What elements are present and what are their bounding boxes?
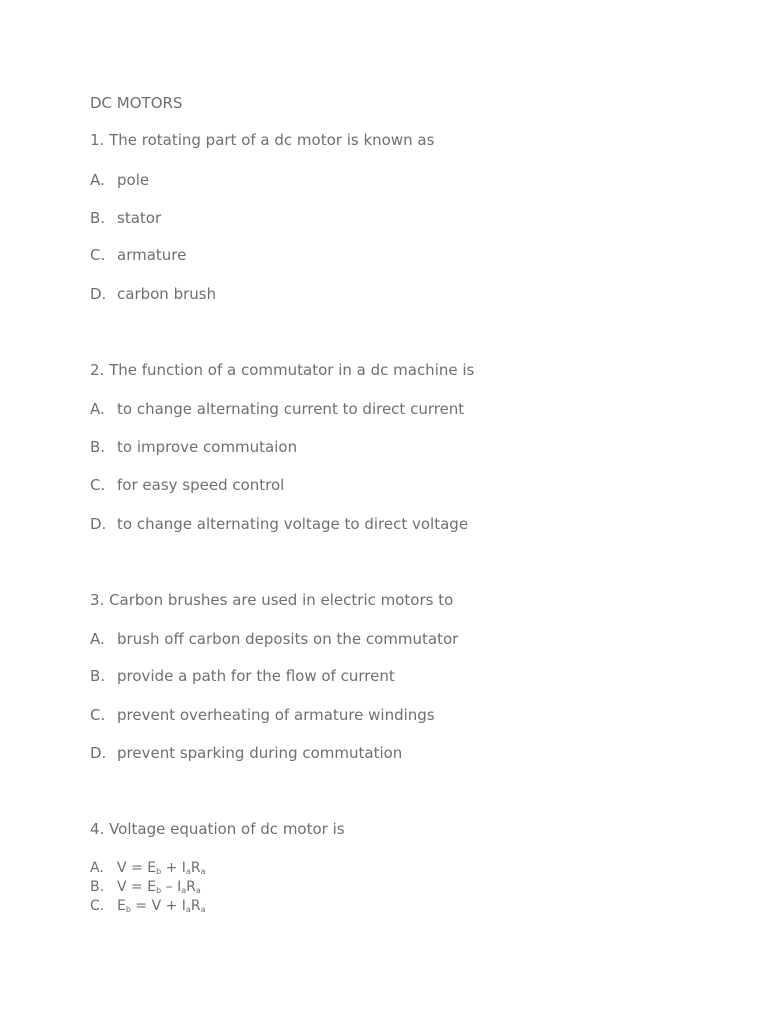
option-letter: B. — [90, 879, 105, 895]
option-text: stator — [117, 209, 162, 227]
option-text: to change alternating current to direct current — [117, 400, 465, 418]
question-3-option-d — [90, 744, 402, 762]
option-letter: A. — [90, 630, 105, 648]
question-2-stem: 2. The function of a commutator in a dc machine is — [90, 361, 475, 379]
voltage-equation: $V = E_b + I_aR_a$ — [117, 860, 206, 876]
question-3-option-a — [90, 630, 458, 648]
voltage-equation: $V = E_b - I_aR_a$ — [117, 879, 201, 895]
option-text: pole — [117, 171, 150, 189]
option-letter: B. — [90, 438, 106, 456]
question-2-option-b — [90, 438, 297, 456]
question-1-option-d — [90, 285, 216, 303]
option-text: brush off carbon deposits on the commutator — [117, 630, 459, 648]
question-1-option-b — [90, 209, 161, 227]
question-2-option-a — [90, 400, 464, 418]
question-1-option-c — [90, 246, 186, 264]
option-text: prevent overheating of armature windings — [117, 706, 435, 724]
voltage-equation: $E_b = V + I_aR_a$ — [117, 898, 206, 914]
option-letter: D. — [90, 515, 107, 533]
question-4-option-c — [90, 897, 205, 917]
option-letter: A. — [90, 400, 105, 418]
question-3-option-c — [90, 706, 435, 724]
question-4-option-b — [90, 878, 201, 898]
option-text: to improve commutaion — [117, 438, 298, 456]
option-text: carbon brush — [117, 285, 217, 303]
question-1-option-a — [90, 171, 149, 189]
option-letter: D. — [90, 744, 107, 762]
question-3-stem: 3. Carbon brushes are used in electric motors to — [90, 591, 454, 609]
option-text: prevent sparking during commutation — [117, 744, 403, 762]
question-4-option-a — [90, 859, 205, 879]
option-text: for easy speed control — [117, 476, 285, 494]
option-letter: C. — [90, 476, 106, 494]
question-3-option-b — [90, 667, 395, 685]
question-2-option-c — [90, 476, 284, 494]
option-letter: A. — [90, 860, 104, 876]
document-title: DC MOTORS — [90, 94, 183, 112]
option-letter: A. — [90, 171, 105, 189]
option-letter: B. — [90, 667, 106, 685]
option-letter: D. — [90, 285, 107, 303]
option-text: provide a path for the flow of current — [117, 667, 395, 685]
question-2-option-d — [90, 515, 468, 533]
option-letter: C. — [90, 898, 105, 914]
question-1-stem: 1. The rotating part of a dc motor is known as — [90, 131, 435, 149]
option-letter: C. — [90, 706, 106, 724]
question-4-stem: 4. Voltage equation of dc motor is — [90, 820, 345, 838]
option-text: to change alternating voltage to direct voltage — [117, 515, 469, 533]
option-text: armature — [117, 246, 187, 264]
option-letter: B. — [90, 209, 106, 227]
option-letter: C. — [90, 246, 106, 264]
